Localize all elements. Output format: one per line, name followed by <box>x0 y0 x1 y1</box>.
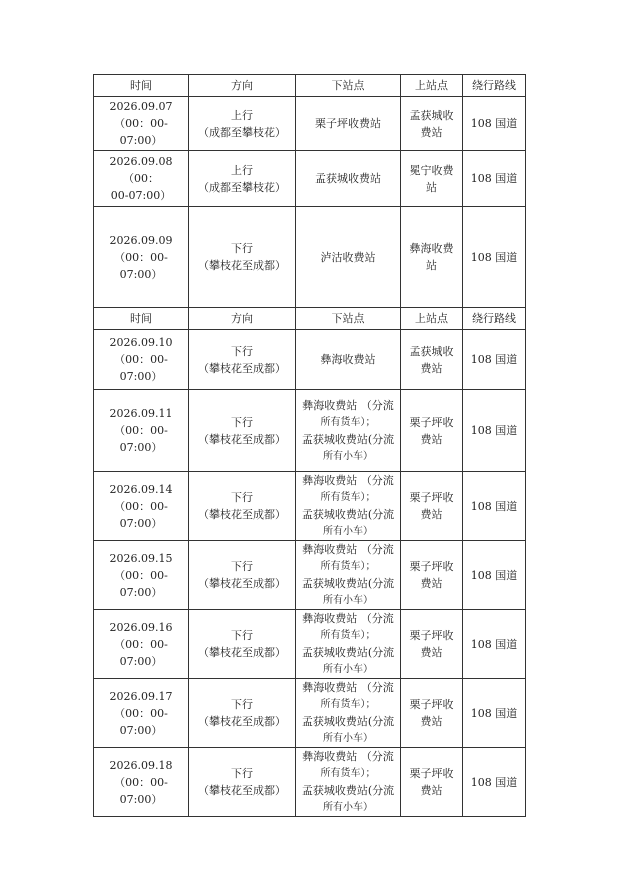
time-cell: 2026.09.18 （00：00-07:00） <box>94 748 189 817</box>
direction-cell: 下行 （攀枝花至成都） <box>189 679 296 748</box>
route-cell: 108 国道 <box>463 330 526 390</box>
table-header-row <box>94 75 526 97</box>
exit-station-cell: 彝海收费站 （分流 所有货车）； 孟获城收费站(分流 所有小车） <box>296 748 401 817</box>
header-direction: 方向 <box>189 308 296 330</box>
entry-station-cell: 冕宁收费 站 <box>401 151 463 207</box>
entry-station-cell: 栗子坪收 费站 <box>401 472 463 541</box>
direction-cell: 下行 （攀枝花至成都） <box>189 748 296 817</box>
direction-cell: 上行 （成都至攀枝花） <box>189 151 296 207</box>
time-cell: 2026.09.11 （00：00-07:00） <box>94 390 189 472</box>
header-direction: 方向 <box>189 75 296 97</box>
direction-cell: 下行 （攀枝花至成都） <box>189 472 296 541</box>
table-row <box>94 541 526 610</box>
table-row <box>94 330 526 390</box>
route-cell: 108 国道 <box>463 610 526 679</box>
header-exit-station: 下站点 <box>296 75 401 97</box>
entry-station-cell: 栗子坪收 费站 <box>401 679 463 748</box>
route-cell: 108 国道 <box>463 97 526 151</box>
entry-station-cell: 孟获城收 费站 <box>401 330 463 390</box>
exit-station-cell: 泸沽收费站 <box>296 207 401 308</box>
time-cell: 2026.09.08（00： 00-07:00） <box>94 151 189 207</box>
route-cell: 108 国道 <box>463 390 526 472</box>
direction-cell: 上行 （成都至攀枝花） <box>189 97 296 151</box>
time-cell: 2026.09.07 （00：00-07:00） <box>94 97 189 151</box>
table-row <box>94 151 526 207</box>
header-entry-station: 上站点 <box>401 75 463 97</box>
exit-station-cell: 彝海收费站 （分流 所有货车）； 孟获城收费站(分流 所有小车） <box>296 390 401 472</box>
table-row <box>94 472 526 541</box>
table-row <box>94 97 526 151</box>
entry-station-cell: 栗子坪收 费站 <box>401 610 463 679</box>
time-cell: 2026.09.09 （00：00-07:00） <box>94 207 189 308</box>
route-cell: 108 国道 <box>463 679 526 748</box>
direction-cell: 下行 （攀枝花至成都） <box>189 207 296 308</box>
entry-station-cell: 栗子坪收 费站 <box>401 390 463 472</box>
table-row <box>94 679 526 748</box>
table-row <box>94 748 526 817</box>
entry-station-cell: 孟获城收 费站 <box>401 97 463 151</box>
time-cell: 2026.09.15 （00：00-07:00） <box>94 541 189 610</box>
exit-station-cell: 彝海收费站 （分流 所有货车）； 孟获城收费站(分流 所有小车） <box>296 472 401 541</box>
detour-schedule-table <box>93 74 526 817</box>
header-detour-route: 绕行路线 <box>463 75 526 97</box>
time-cell: 2026.09.10 （00：00-07:00） <box>94 330 189 390</box>
exit-station-cell: 栗子坪收费站 <box>296 97 401 151</box>
time-cell: 2026.09.14 （00：00-07:00） <box>94 472 189 541</box>
exit-station-cell: 彝海收费站 <box>296 330 401 390</box>
direction-cell: 下行 （攀枝花至成都） <box>189 330 296 390</box>
header-detour-route: 绕行路线 <box>463 308 526 330</box>
header-time: 时间 <box>94 308 189 330</box>
route-cell: 108 国道 <box>463 151 526 207</box>
direction-cell: 下行 （攀枝花至成都） <box>189 541 296 610</box>
entry-station-cell: 栗子坪收 费站 <box>401 748 463 817</box>
route-cell: 108 国道 <box>463 541 526 610</box>
exit-station-cell: 彝海收费站 （分流 所有货车）； 孟获城收费站(分流 所有小车） <box>296 541 401 610</box>
exit-station-cell: 彝海收费站 （分流 所有货车）； 孟获城收费站(分流 所有小车） <box>296 679 401 748</box>
route-cell: 108 国道 <box>463 748 526 817</box>
header-exit-station: 下站点 <box>296 308 401 330</box>
direction-cell: 下行 （攀枝花至成都） <box>189 390 296 472</box>
direction-cell: 下行 （攀枝花至成都） <box>189 610 296 679</box>
table-row <box>94 207 526 308</box>
exit-station-cell: 孟获城收费站 <box>296 151 401 207</box>
header-time: 时间 <box>94 75 189 97</box>
exit-station-cell: 彝海收费站 （分流 所有货车）； 孟获城收费站(分流 所有小车） <box>296 610 401 679</box>
route-cell: 108 国道 <box>463 472 526 541</box>
time-cell: 2026.09.17 （00：00-07:00） <box>94 679 189 748</box>
time-cell: 2026.09.16 （00：00-07:00） <box>94 610 189 679</box>
table-header-row <box>94 308 526 330</box>
entry-station-cell: 彝海收费 站 <box>401 207 463 308</box>
table-row <box>94 610 526 679</box>
header-entry-station: 上站点 <box>401 308 463 330</box>
table-row <box>94 390 526 472</box>
entry-station-cell: 栗子坪收 费站 <box>401 541 463 610</box>
route-cell: 108 国道 <box>463 207 526 308</box>
